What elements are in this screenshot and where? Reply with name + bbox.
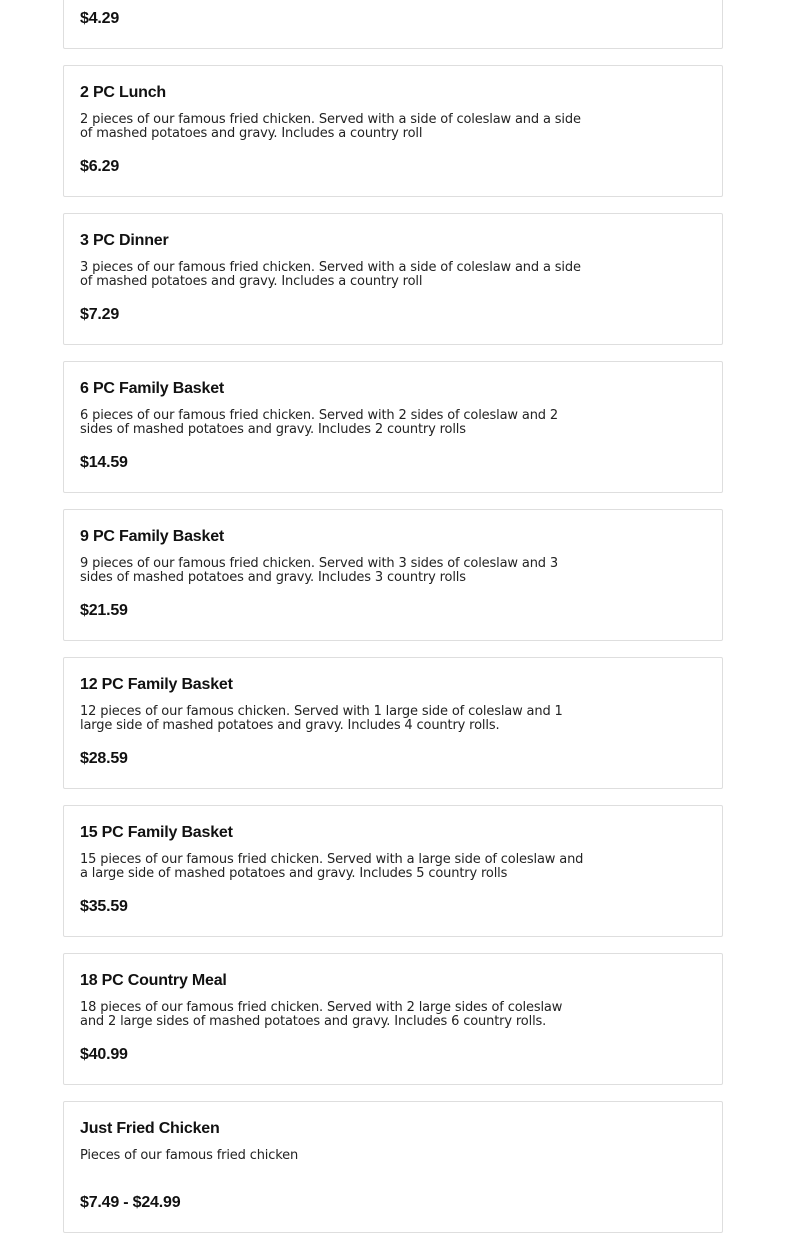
menu-item-name: 15 PC Family Basket [80, 824, 233, 841]
menu-item-card[interactable] [63, 0, 723, 49]
menu-item-name: 6 PC Family Basket [80, 380, 225, 397]
menu-item-price: $40.99 [80, 1046, 128, 1063]
menu-item-description: Pieces of our famous fried chicken [80, 1148, 299, 1163]
menu-item-name: 9 PC Family Basket [80, 528, 225, 545]
menu-item-card[interactable] [63, 213, 723, 345]
menu-item-card[interactable] [63, 805, 723, 937]
menu-item-price: $7.29 [80, 306, 120, 323]
menu-item-price: $28.59 [80, 750, 128, 767]
menu-item-name: 2 PC Lunch [80, 84, 167, 101]
menu-item-price: $35.59 [80, 898, 128, 915]
menu-item-description: 18 pieces of our famous fried chicken. Served with 2 large sides of coleslaw and 2 large sides of mashed potatoes and gravy. Includes 6 country rolls. [80, 1000, 563, 1029]
menu-item-name: 3 PC Dinner [80, 232, 169, 249]
menu-item-price: $14.59 [80, 454, 128, 471]
menu-item-name: 12 PC Family Basket [80, 676, 233, 693]
menu-item-card[interactable] [63, 65, 723, 197]
menu-item-card[interactable] [63, 509, 723, 641]
menu-item-description: 12 pieces of our famous chicken. Served with 1 large side of coleslaw and 1 large side of mashed potatoes and gravy. Includes 4 country rolls. [80, 704, 563, 733]
menu-item-price: $4.29 [80, 10, 120, 27]
menu-item-card[interactable] [63, 953, 723, 1085]
menu-item-price: $6.29 [80, 158, 120, 175]
menu-item-name: 18 PC Country Meal [80, 972, 227, 989]
menu-item-card[interactable] [63, 657, 723, 789]
menu-item-card[interactable] [63, 1101, 723, 1233]
menu-item-description: 3 pieces of our famous fried chicken. Served with a side of coleslaw and a side of mashed potatoes and gravy. Includes a country roll [80, 260, 581, 289]
menu-item-description: 9 pieces of our famous fried chicken. Served with 3 sides of coleslaw and 3 sides of mashed potatoes and gravy. Includes 3 country rolls [80, 556, 559, 585]
menu-item-list [63, 0, 723, 1249]
menu-item-name: Just Fried Chicken [80, 1120, 220, 1137]
menu-item-description: 6 pieces of our famous fried chicken. Served with 2 sides of coleslaw and 2 sides of mashed potatoes and gravy. Includes 2 country rolls [80, 408, 559, 437]
menu-item-card[interactable] [63, 361, 723, 493]
menu-item-price: $21.59 [80, 602, 128, 619]
menu-item-price: $7.49 - $24.99 [80, 1194, 181, 1211]
menu-item-description: 2 pieces of our famous fried chicken. Served with a side of coleslaw and a side of mashed potatoes and gravy. Includes a country roll [80, 112, 581, 141]
menu-item-description: 15 pieces of our famous fried chicken. Served with a large side of coleslaw and a large side of mashed potatoes and gravy. Includes 5 country rolls [80, 852, 584, 881]
